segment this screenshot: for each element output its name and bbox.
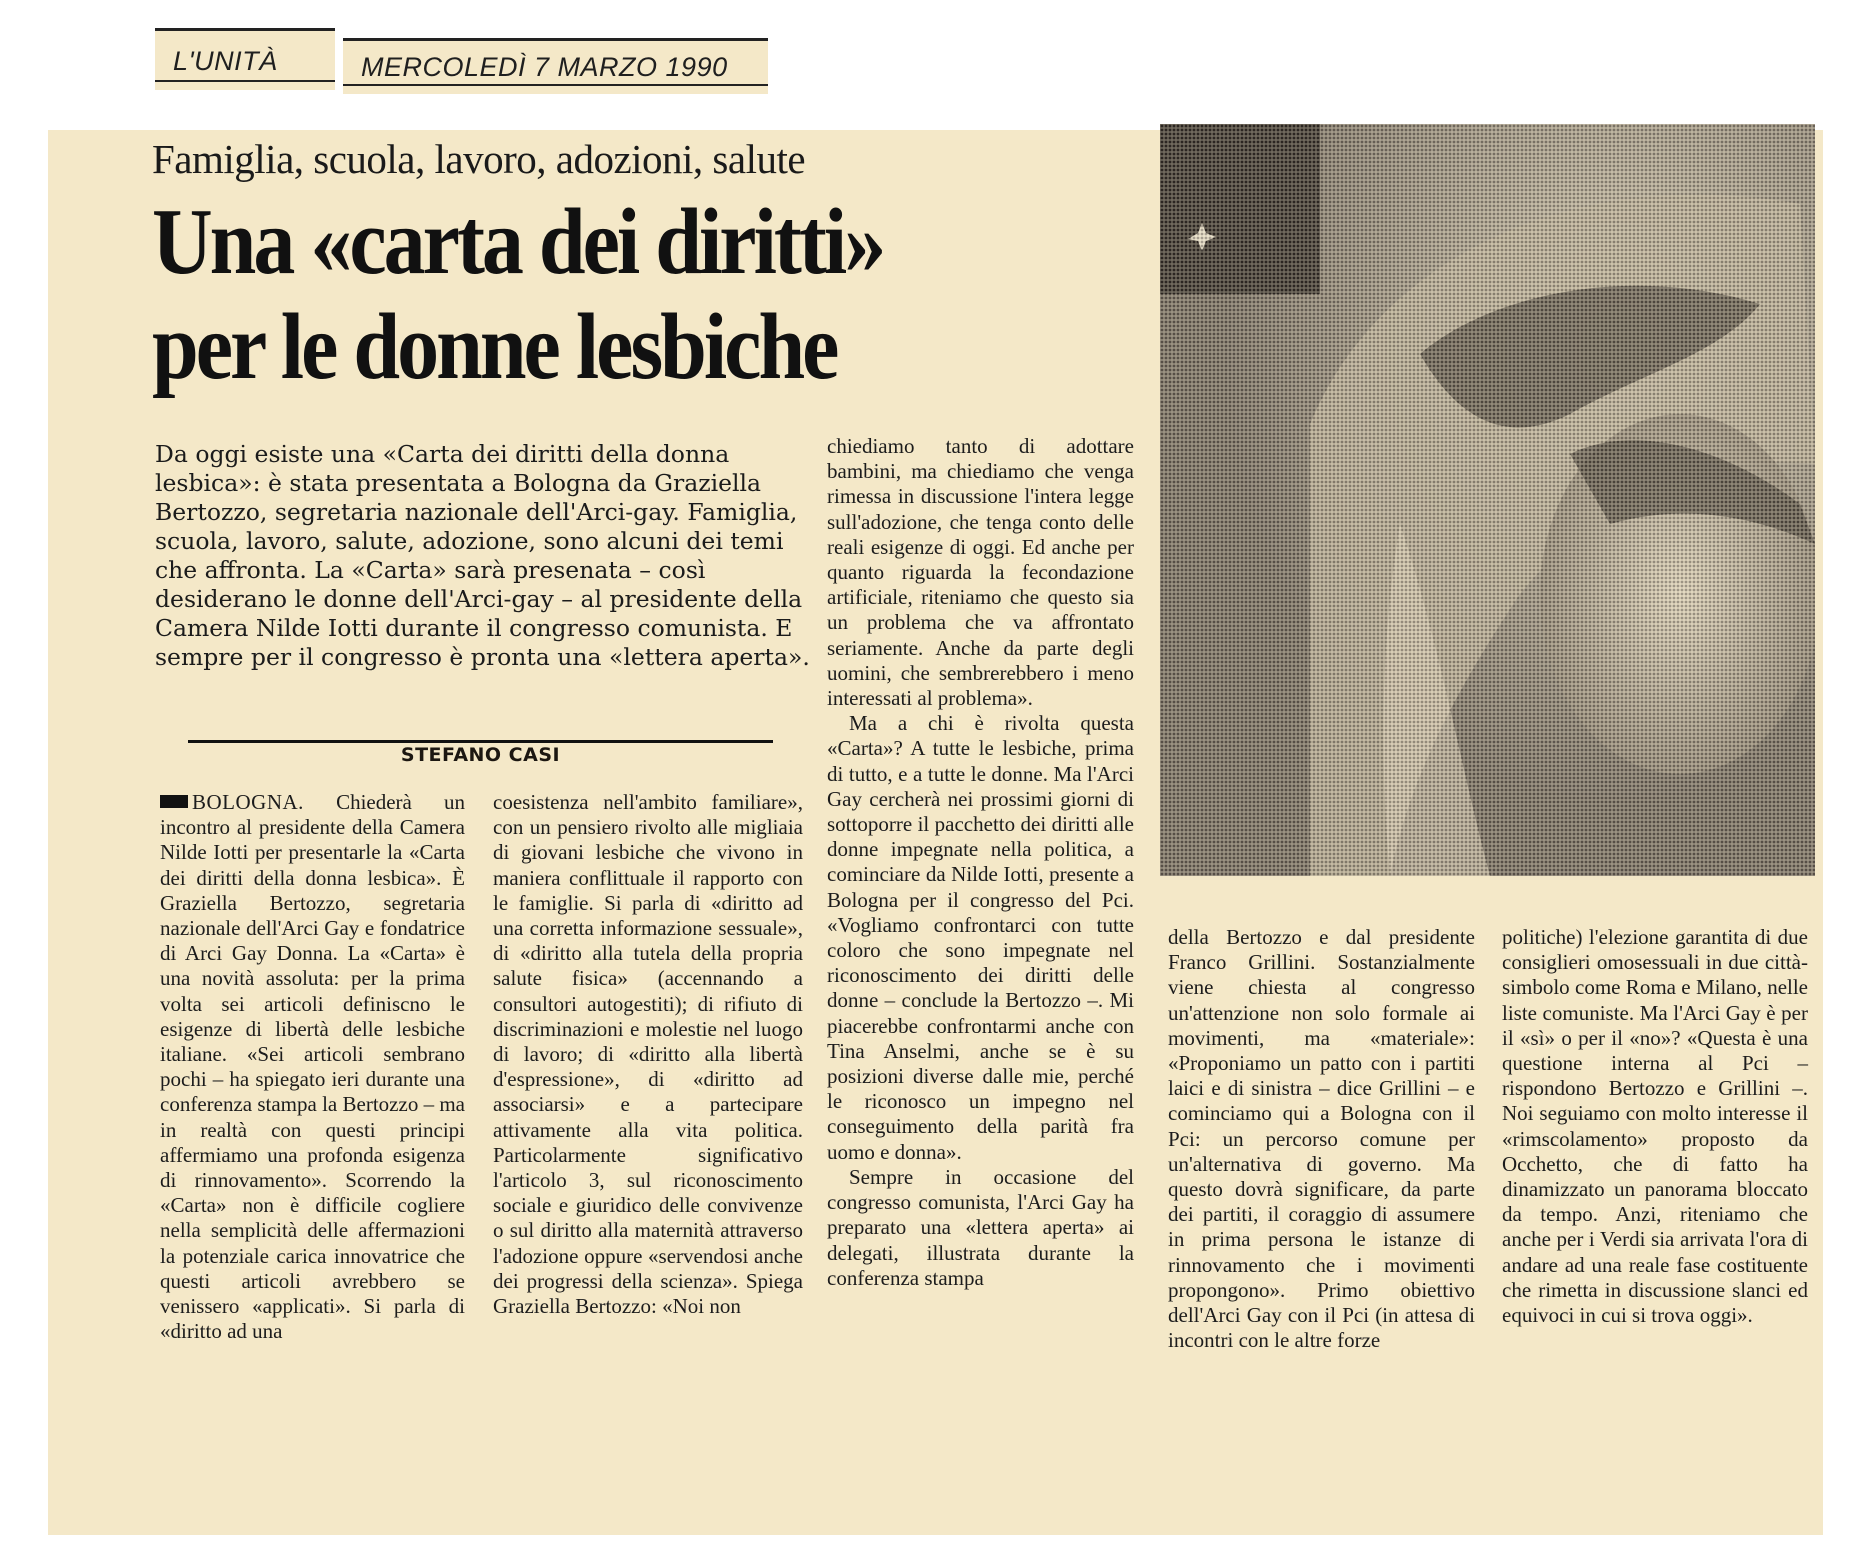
halftone-photo-image	[1160, 124, 1815, 876]
column-paragraph: coesistenza nell'ambito familiare», con un pensiero rivolto alle migliaia di giovani lesbiche che vivono in maniera conflittuale il rapporto con le famiglie. Si parla di «diritto ad una corretta informazione sessuale», di «diritto alla tutela della propria salute fisica» (accennando a consultori autogestiti); di rifiuto di discriminazioni e molestie nel luogo di lavoro; di «diritto alla libertà d'espressione», di «diritto ad associarsi» e a partecipare attivamente alla vita politica. Particolarmente significativo l'articolo 3, sul riconoscimento sociale e giuridico delle convivenze o sul diritto alla maternità attraverso l'adozione oppure «servendosi anche dei progressi della scienza». Spiega Graziella Bertozzo: «Noi non	[493, 790, 803, 1319]
article-headline	[152, 190, 1032, 401]
dateline-marker-icon	[160, 795, 188, 808]
article-kicker: Famiglia, scuola, lavoro, adozioni, salute	[152, 136, 806, 182]
column-paragraph	[160, 790, 465, 1344]
header-rule	[343, 38, 768, 41]
article-column-3	[827, 434, 1134, 1291]
newspaper-name: L'UNITÀ	[173, 46, 278, 76]
article-column-4	[1168, 925, 1475, 1353]
article-column-5	[1502, 925, 1808, 1328]
article-column-1	[160, 790, 465, 1344]
paragraph-text: Chiederà un incontro al presidente della Camera Nilde Iotti per presentarle la «Carta dei diritti della donna lesbica». È Graziella Bertozzo, segretaria nazionale dell'Arci Gay e fondatrice di Arci Gay Donna. La «Carta» è una novità assoluta: per la prima volta sei articoli definiscno le esigenze di libertà delle lesbiche italiane. «Sei articoli sembrano pochi – ha spiegato ieri durante una conferenza stampa la Bertozzo – ma in realtà con questi principi affermiamo una profonda esigenza di rinnovamento». Scorrendo la «Carta» non è difficile cogliere nella semplicità delle affermazioni la potenziale carica innovatrice che questi articoli avrebbero se venissero «applicati». Si parla di «diritto ad una	[160, 790, 465, 1344]
article-lead: Da oggi esiste una «Carta dei diritti della donna lesbica»: è stata presentata a Bologna da Graziella Bertozzo, segretaria nazionale dell'Arci-gay. Famiglia, scuola, lavoro, salute, adozione, sono alcuni dei temi che affronta. La «Carta» sarà presenata – così desiderano le donne dell'Arci-gay – al presidente della Camera Nilde Iotti durante il congresso comunista. E sempre per il congresso è pronta una «lettera aperta».	[155, 440, 810, 671]
date-clipping	[343, 38, 768, 94]
dateline: BOLOGNA.	[192, 790, 304, 814]
header-rule	[155, 28, 335, 31]
publication-date: MERCOLEDÌ 7 MARZO 1990	[361, 52, 728, 82]
headline-line-2: per le donne lesbiche	[152, 295, 837, 400]
byline-rule	[188, 740, 773, 743]
header-rule	[155, 80, 335, 82]
column-paragraph: chiediamo tanto di adottare bambini, ma chiediamo che venga rimessa in discussione l'intera legge sull'adozione, che tenga conto delle reali esigenze di oggi. Ed anche per quanto riguarda la fecondazione artificiale, riteniamo che questo sia un problema che va affrontato seriamente. Anche da parte degli uomini, che sembrerebbero i meno interessati al problema».	[827, 434, 1134, 711]
newspaper-name-clipping	[155, 28, 335, 90]
column-paragraph: politiche) l'elezione garantita di due consiglieri omosessuali in due città-simbolo come Roma e Milano, nelle liste comuniste. Ma l'Arci Gay è per il «sì» o per il «no»? «Questa è una questione interna al Pci – rispondono Bertozzo e Grillini –. Noi seguiamo con molto interesse il «rimscolamento» proposto da Occhetto, che di fatto ha dinamizzato un panorama bloccato da tempo. Anzi, riteniamo che anche per i Verdi sia arrivata l'ora di andare ad una reale fase costituente che rimetta in discussione slanci ed equivoci in cui si trova oggi».	[1502, 925, 1808, 1328]
byline: STEFANO CASI	[400, 744, 561, 766]
header-rule	[343, 84, 768, 86]
headline-line-1: Una «carta dei diritti»	[152, 190, 884, 295]
article-photo	[1160, 124, 1815, 876]
column-paragraph: Ma a chi è rivolta questa «Carta»? A tutte le lesbiche, prima di tutto, e a tutte le donne. Ma l'Arci Gay cercherà nei prossimi giorni di sottoporre il pacchetto dei diritti alle donne impegnate nella politica, a cominciare da Nilde Iotti, presente a Bologna per il congresso del Pci. «Vogliamo confrontarci con tutte coloro che sono impegnate nel riconoscimento dei diritti delle donne – conclude la Bertozzo –. Mi piacerebbe confrontarmi anche con Tina Anselmi, anche se è su posizioni diverse dalle mie, perché le riconosco un impegno nel conseguimento della parità fra uomo e donna».	[827, 711, 1134, 1164]
column-paragraph: della Bertozzo e dal presidente Franco Grillini. Sostanzialmente viene chiesta al congresso un'attenzione non solo formale ai movimenti, ma «materiale»: «Proponiamo un patto con i partiti laici e di sinistra – dice Grillini – e cominciamo qui a Bologna con il Pci: un percorso comune per un'alternativa di governo. Ma questo dovrà significare, da parte dei partiti, il coraggio di assumere in prima persona le istanze di rinnovamento che i movimenti propongono». Primo obiettivo dell'Arci Gay con il Pci (in attesa di incontri con le altre forze	[1168, 925, 1475, 1353]
column-paragraph: Sempre in occasione del congresso comunista, l'Arci Gay ha preparato una «lettera aperta» ai delegati, illustrata durante la conferenza stampa	[827, 1164, 1134, 1290]
article-column-2	[493, 790, 803, 1319]
